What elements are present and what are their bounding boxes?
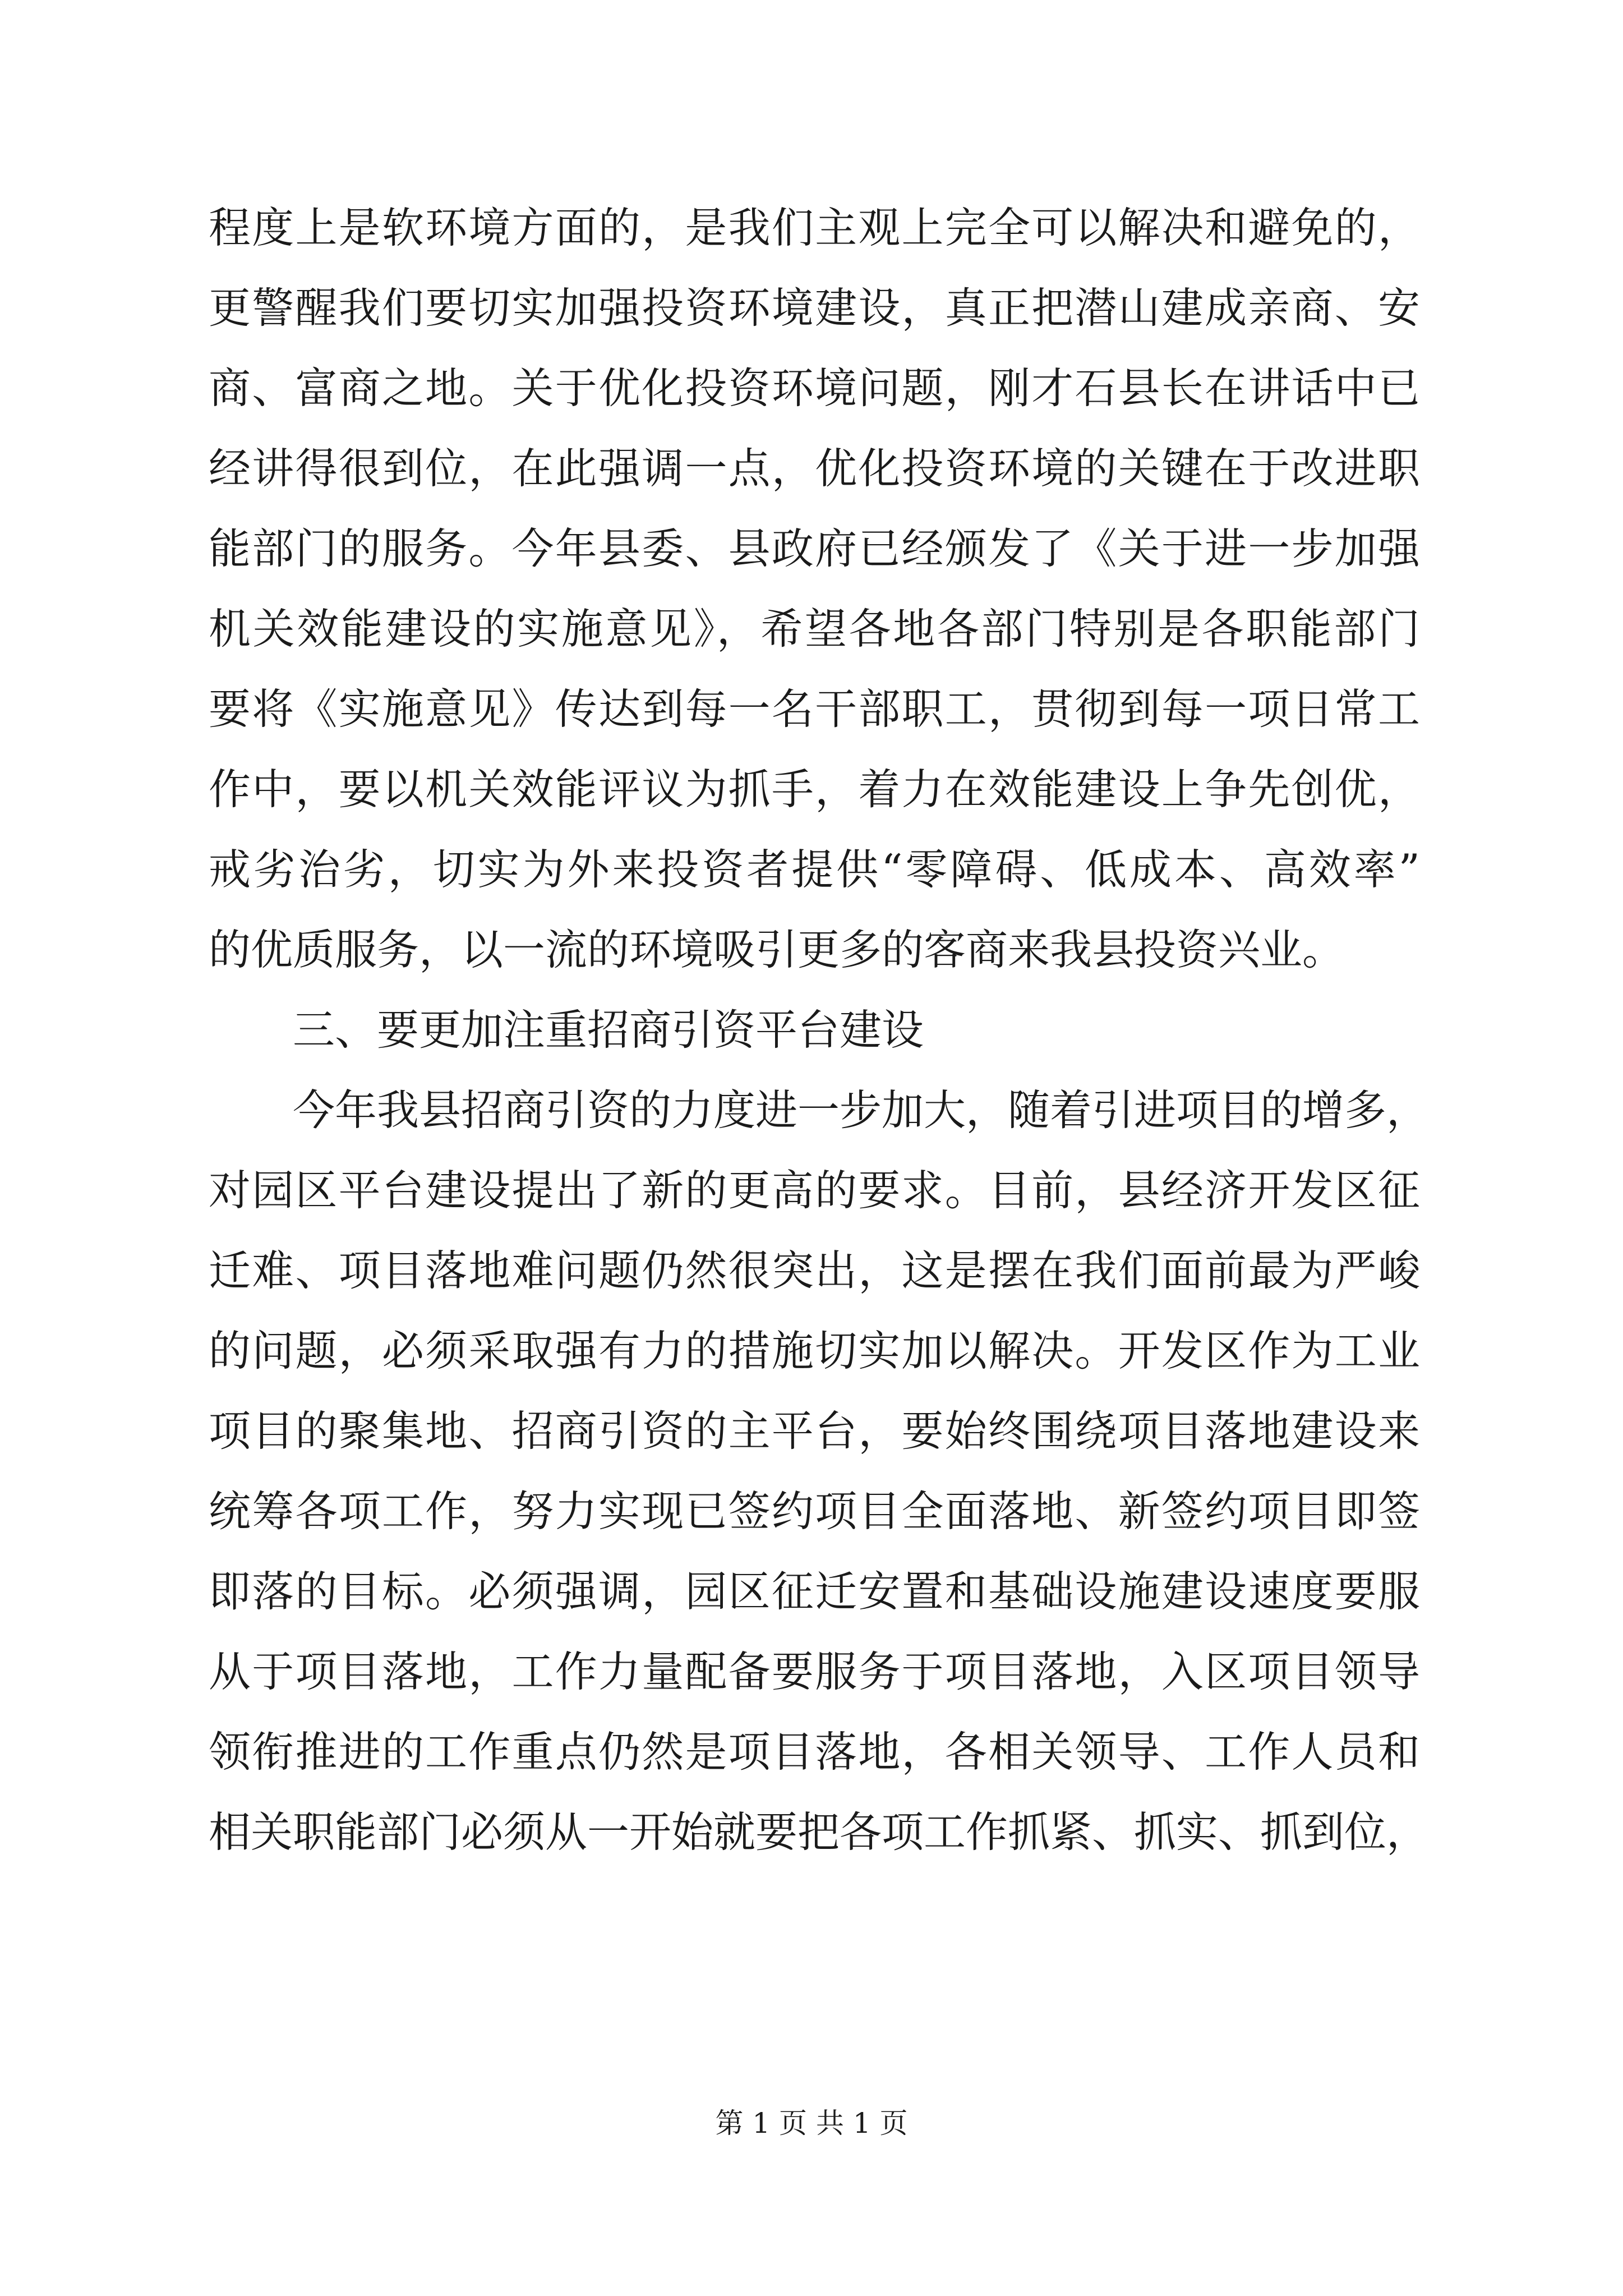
text-line: 统筹各项工作，努力实现已签约项目全面落地、新签约项目即签: [209, 1487, 1420, 1536]
text-line: 的优质服务，以一流的环境吸引更多的客商来我县投资兴业。: [209, 925, 1345, 974]
text-line: 迁难、项目落地难问题仍然很突出，这是摆在我们面前最为严峻: [209, 1246, 1420, 1295]
page-footer: 第 1 页 共 1 页: [715, 2107, 908, 2139]
text-line: 的问题，必须采取强有力的措施切实加以解决。开发区作为工业: [209, 1326, 1420, 1375]
text-line: 项目的聚集地、招商引资的主平台，要始终围绕项目落地建设来: [209, 1406, 1420, 1456]
section-heading: 三、要更加注重招商引资平台建设: [293, 1005, 924, 1055]
text-line: 对园区平台建设提出了新的更高的要求。目前，县经济开发区征: [209, 1166, 1420, 1215]
text-line: 机关效能建设的实施意见》，希望各地各部门特别是各职能部门: [209, 604, 1420, 654]
text-line: 从于项目落地，工作力量配备要服务于项目落地，入区项目领导: [209, 1647, 1420, 1696]
text-line: 领衔推进的工作重点仍然是项目落地，各相关领导、工作人员和: [209, 1727, 1420, 1777]
text-line: 相关职能部门必须从一开始就要把各项工作抓紧、抓实、抓到位，: [209, 1807, 1429, 1857]
text-line: 经讲得很到位，在此强调一点，优化投资环境的关键在于改进职: [209, 444, 1420, 493]
text-line: 更警醒我们要切实加强投资环境建设，真正把潜山建成亲商、安: [209, 283, 1420, 333]
text-line: 要将《实施意见》传达到每一名干部职工，贯彻到每一项日常工: [209, 684, 1420, 734]
document-body: [209, 188, 1429, 1872]
text-line: 戒劣治劣，切实为外来投资者提供“零障碍、低成本、高效率”: [209, 845, 1420, 894]
text-line: 今年我县招商引资的力度进一步加大，随着引进项目的增多，: [293, 1085, 1429, 1135]
text-line: 作中，要以机关效能评议为抓手，着力在效能建设上争先创优，: [209, 765, 1420, 814]
text-line: 能部门的服务。今年县委、县政府已经颁发了《关于进一步加强: [209, 524, 1420, 573]
text-line: 商、富商之地。关于优化投资环境问题，刚才石县长在讲话中已: [209, 364, 1420, 413]
text-line: 即落的目标。必须强调，园区征迁安置和基础设施建设速度要服: [209, 1567, 1420, 1616]
text-line: 程度上是软环境方面的，是我们主观上完全可以解决和避免的，: [209, 203, 1420, 252]
